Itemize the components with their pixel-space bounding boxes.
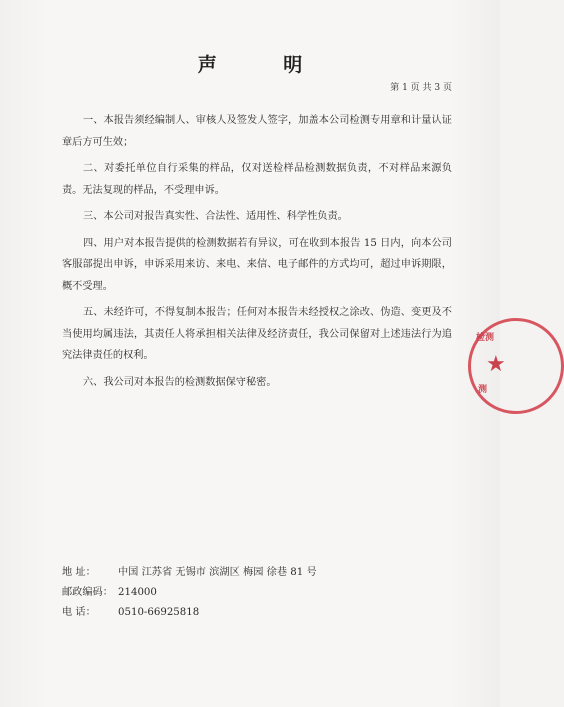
phone-label: 电 话： — [62, 607, 96, 618]
seal-star-icon: ★ — [486, 352, 506, 377]
postcode-row — [62, 583, 317, 603]
address-row — [62, 563, 317, 583]
address-value: 中国 江苏省 无锡市 滨湖区 梅园 徐巷 81 号 — [118, 567, 317, 578]
page-number: 第 1 页 共 3 页 — [390, 83, 452, 93]
declaration-item-5: 五、未经许可，不得复制本报告；任何对本报告未经授权之涂改、伪造、变更及不当使用均属违法，其责任人将承担相关法律及经济责任，我公司保留对上述违法行为追究法律责任的权利。 — [62, 307, 452, 361]
declaration-item-6: 六、我公司对本报告的检测数据保守秘密。 — [83, 376, 277, 388]
phone-value: 0510-66925818 — [118, 607, 200, 618]
address-label: 地 址： — [62, 567, 96, 578]
phone-row — [62, 603, 317, 623]
document-title: 声 明 — [197, 54, 333, 76]
declaration-item-1: 一、本报告须经编制人、审核人及签发人签字，加盖本公司检测专用章和计量认证章后方可生效； — [62, 115, 452, 148]
declaration-item-3: 三、本公司对报告真实性、合法性、适用性、科学性负责。 — [83, 211, 348, 222]
postcode-value: 214000 — [118, 587, 157, 598]
postcode-label: 邮政编码： — [62, 587, 113, 598]
declaration-item-4: 四、用户对本报告提供的检测数据若有异议，可在收到本报告 15 日内，向本公司客服部提出申诉，申诉采用来访、来电、来信、电子邮件的方式均可，超过申诉期限，概不受理。 — [62, 237, 452, 292]
seal-text-top: 检测 — [476, 333, 495, 343]
declaration-body — [62, 110, 452, 398]
contact-footer — [62, 563, 317, 623]
company-seal — [468, 318, 526, 422]
seal-text-bottom: 测 — [478, 385, 488, 395]
declaration-item-2: 二、对委托单位自行采集的样品，仅对送检样品检测数据负责，不对样品来源负责。无法复现的样品，不受理申诉。 — [62, 163, 452, 196]
